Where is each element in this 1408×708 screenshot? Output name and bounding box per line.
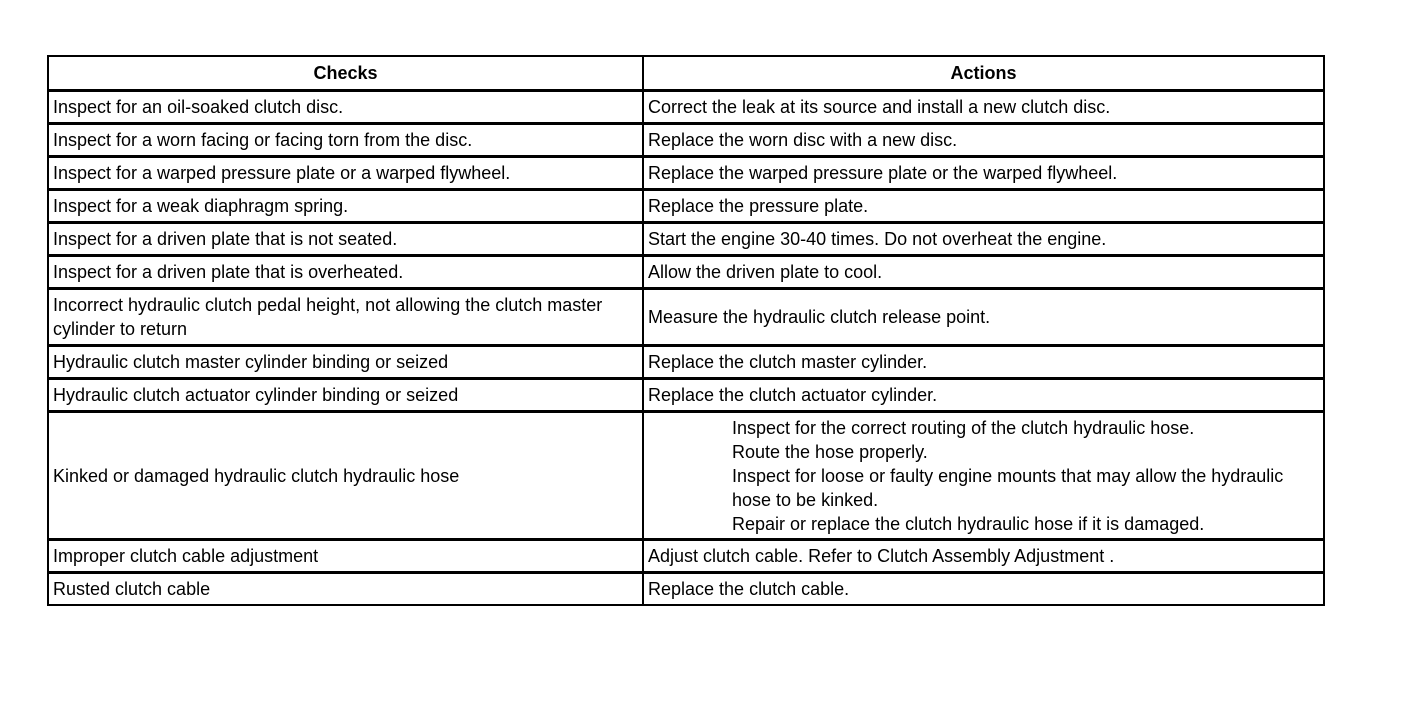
action-cell: Replace the clutch master cylinder. (644, 347, 1323, 380)
check-cell: Inspect for a driven plate that is not seated. (49, 224, 644, 257)
action-cell: Replace the warped pressure plate or the warped flywheel. (644, 158, 1323, 191)
action-cell: Replace the pressure plate. (644, 191, 1323, 224)
table-row (49, 413, 1323, 541)
action-step: Repair or replace the clutch hydraulic hose if it is damaged. (732, 513, 1205, 534)
check-cell: Inspect for a driven plate that is overheated. (49, 257, 644, 290)
table-row (49, 158, 1323, 191)
action-step: Inspect for the correct routing of the clutch hydraulic hose. (732, 417, 1195, 438)
action-cell: Correct the leak at its source and install a new clutch disc. (644, 92, 1323, 125)
check-cell: Kinked or damaged hydraulic clutch hydraulic hose (49, 413, 644, 541)
diagnostic-table (47, 55, 1325, 606)
action-cell: Measure the hydraulic clutch release point. (644, 290, 1323, 347)
table-row (49, 347, 1323, 380)
check-cell: Hydraulic clutch master cylinder binding or seized (49, 347, 644, 380)
table-row (49, 92, 1323, 125)
table-row (49, 191, 1323, 224)
table-row (49, 257, 1323, 290)
action-cell: Adjust clutch cable. Refer to Clutch Assembly Adjustment . (644, 541, 1323, 574)
check-cell: Inspect for a warped pressure plate or a warped flywheel. (49, 158, 644, 191)
action-step: Inspect for loose or faulty engine mounts that may allow the hydraulic hose to be kinked. (732, 465, 1284, 510)
action-cell: Replace the clutch actuator cylinder. (644, 380, 1323, 413)
header-checks: Checks (49, 57, 644, 92)
table-row (49, 290, 1323, 347)
table-row (49, 541, 1323, 574)
check-cell: Inspect for a weak diaphragm spring. (49, 191, 644, 224)
header-actions: Actions (644, 57, 1323, 92)
check-cell: Inspect for an oil-soaked clutch disc. (49, 92, 644, 125)
check-cell: Improper clutch cable adjustment (49, 541, 644, 574)
table-row (49, 224, 1323, 257)
action-cell: Replace the clutch cable. (648, 579, 850, 599)
check-cell: Inspect for a worn facing or facing torn from the disc. (49, 125, 644, 158)
action-steps-list (648, 416, 1319, 536)
check-cell: Rusted clutch cable (49, 574, 644, 604)
check-cell: Hydraulic clutch actuator cylinder binding or seized (49, 380, 644, 413)
table-header-row (49, 57, 1323, 92)
table-row (49, 380, 1323, 413)
check-cell: Incorrect hydraulic clutch pedal height, not allowing the clutch master cylinder to return (49, 290, 644, 347)
action-cell (644, 413, 1323, 541)
action-cell: Start the engine 30-40 times. Do not overheat the engine. (644, 224, 1323, 257)
action-cell: Replace the worn disc with a new disc. (644, 125, 1323, 158)
table-row (49, 125, 1323, 158)
action-step: Route the hose properly. (732, 441, 928, 462)
action-cell: Allow the driven plate to cool. (644, 257, 1323, 290)
table-row (49, 574, 1323, 604)
